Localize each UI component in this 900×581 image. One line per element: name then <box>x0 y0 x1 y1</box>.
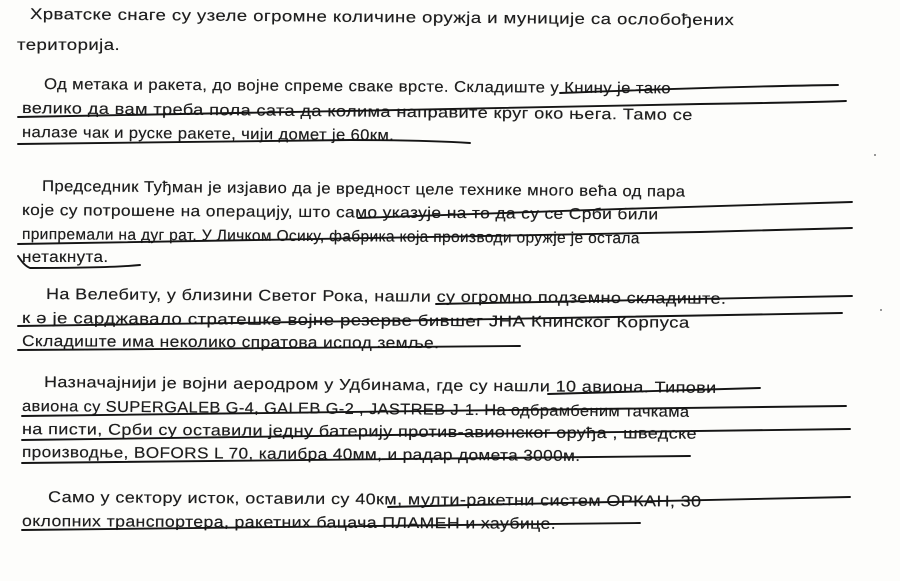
scan-speck <box>880 309 882 311</box>
text-line: авиона су SUPERGALEB G-4, GALEB G-2 , JASTREB J-1. На одбрамбеним тачкама <box>21 398 690 421</box>
text-line: велико да вам треба пола сата да колима направите круг око њега. Тамо се <box>21 100 693 125</box>
text-line: производње, BOFORS L 70, калибра 40мм, и радар домета 3000м. <box>21 444 581 465</box>
text-line: Председник Туђман је изјавио да је вредност целе технике много већа од пара <box>41 178 686 201</box>
text-line: налазе чак и руске ракете, чији домет је 60км. <box>21 124 395 145</box>
text-line: припремали на дуг рат. У Личком Осику, фабрика која производи оружје је остала <box>21 226 640 248</box>
text-line: Хрватске снаге су узеле огромне количине оружја и муниције са ослобођених <box>29 6 735 30</box>
text-line: На Велебиту, у близини Светог Рока, нашли су огромно подземно складиште. <box>45 286 727 308</box>
text-line: Назначајнији је војни аеродром у Удбинама, где су нашли 10 авиона. Типови <box>43 374 717 397</box>
text-line: на писти, Срби су оставили једну батерију против-авионског оруђа , шведске <box>21 421 698 443</box>
text-line: Само у сектору исток, оставили су 40км, мулти-ракетни систем ОРКАН, 30 <box>47 489 702 511</box>
text-line: које су потрошене на операцију, што само указује на то да су се Срби били <box>21 202 659 224</box>
text-line: оклопних транспортера, ракетних бацача ПЛАМЕН и хаубице. <box>21 513 557 533</box>
text-line: Складиште има неколико спратова испод земље. <box>21 333 440 353</box>
text-line: нетакнута. <box>22 249 109 266</box>
text-line: територија. <box>17 37 121 54</box>
scan-speck <box>874 154 876 156</box>
text-line: Од метака и ракета, до војне спреме сваке врсте. Складиште у Книну је тако <box>43 76 672 98</box>
text-line: к ә је сарджавало стратешке војне резерве бившег ЈНА Книнског Корпуса <box>21 310 690 332</box>
